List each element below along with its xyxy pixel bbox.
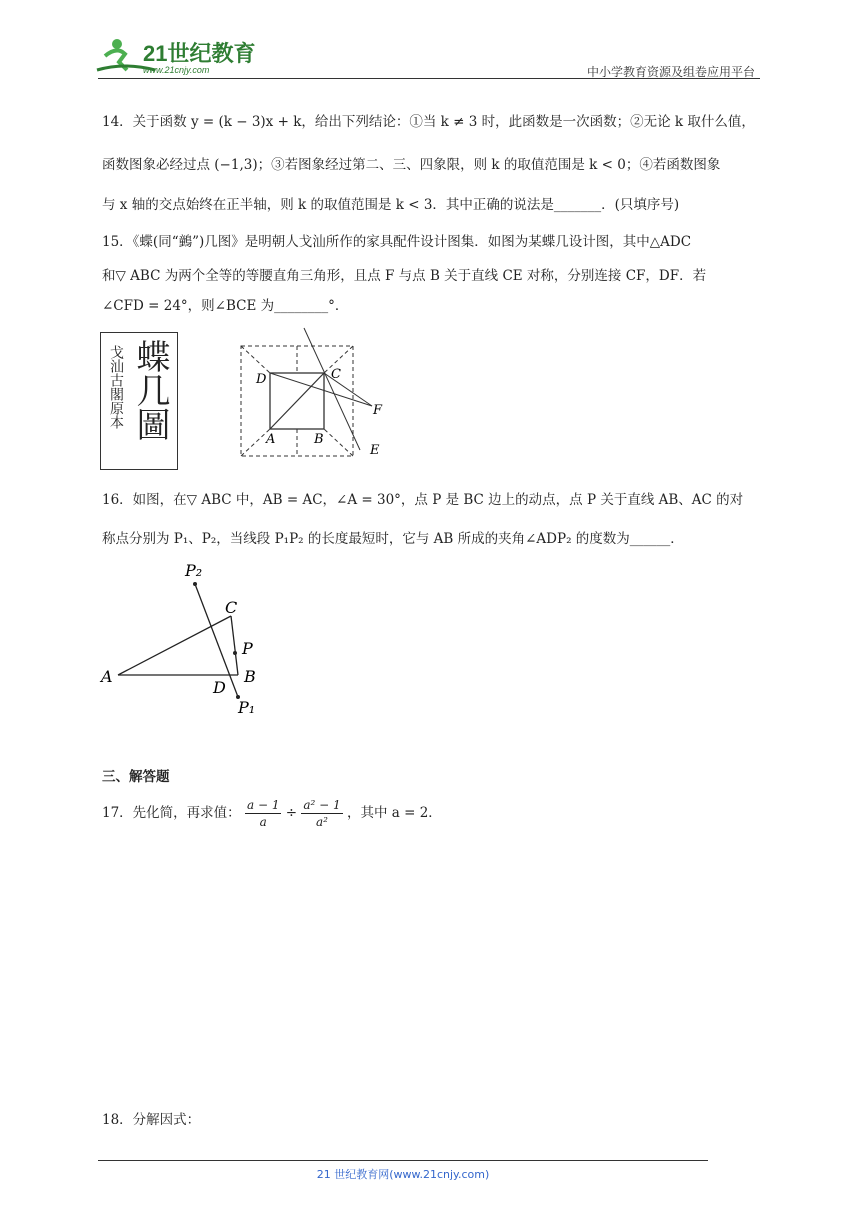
- label-D: D: [213, 678, 226, 697]
- label-D: D: [256, 372, 267, 387]
- header-divider: [98, 78, 760, 79]
- q17-suffix: ，其中 a = 2．: [346, 805, 442, 821]
- fraction-2-num: a² − 1: [303, 798, 341, 812]
- q18: 18．分解因式：: [102, 1112, 201, 1128]
- label-P1: P₁: [238, 698, 256, 717]
- platform-label: 中小学教育资源及组卷应用平台: [586, 65, 755, 79]
- q16-line2: 称点分别为 P₁、P₂，当线段 P₁P₂ 的长度最短时，它与 AB 所成的夹角∠ADP₂ 的度数为______．: [102, 531, 684, 547]
- site-logo: [95, 36, 260, 82]
- q16-figure: [95, 556, 275, 726]
- q15-line1: 15．《蝶(同“䴀”)几图》是明朝人戈汕所作的家具配件设计图集．如图为某蝶几设计图，其中△ADC: [102, 234, 692, 250]
- divide-sign: ÷: [285, 805, 298, 821]
- fraction-1-num: a − 1: [246, 798, 280, 812]
- fraction-1: [245, 797, 281, 830]
- label-B: B: [244, 667, 256, 686]
- q15-line3: ∠CFD = 24°，则∠BCE 为________°．: [102, 298, 349, 314]
- calligraphy-image: [100, 332, 178, 470]
- section-heading: 三、解答题: [102, 769, 170, 785]
- q14-line2: 函数图象必经过点 (−1,3)；③若图象经过第二、三、四象限，则 k 的取值范围是 k < 0；④若函数图象: [102, 157, 721, 173]
- label-P: P: [242, 639, 253, 658]
- q17-prefix: 17．先化简，再求值：: [102, 805, 241, 821]
- q14-line3: 与 x 轴的交点始终在正半轴，则 k 的取值范围是 k < 3．其中正确的说法是_______．(只填序号): [102, 197, 680, 213]
- label-C: C: [331, 367, 341, 382]
- fraction-1-den: a: [259, 815, 267, 829]
- q16-line1: 16．如图，在▽ ABC 中，AB = AC，∠A = 30°，点 P 是 BC 边上的动点，点 P 关于直线 AB、AC 的对: [102, 492, 744, 508]
- q15-figure: [232, 326, 407, 466]
- label-B: B: [314, 432, 324, 447]
- footer-divider: [98, 1160, 708, 1161]
- q14-line1: 14．关于函数 y = (k − 3)x + k，给出下列结论：①当 k ≠ 3 时，此函数是一次函数；②无论 k 取什么值，: [102, 114, 755, 130]
- calligraphy-small: 戈汕古閣原本: [108, 345, 124, 429]
- label-A: A: [101, 667, 113, 686]
- calligraphy-big: 蝶几圖: [130, 339, 170, 441]
- label-C: C: [225, 598, 238, 617]
- logo-url: www.21cnjy.com: [143, 65, 210, 75]
- label-P2: P₂: [185, 561, 203, 580]
- label-F: F: [373, 403, 383, 418]
- fraction-2: [301, 797, 342, 830]
- label-E: E: [370, 443, 380, 458]
- logo-text: 21世纪教育: [143, 41, 256, 66]
- footer-link[interactable]: 21 世纪教育网(www.21cnjy.com): [316, 1168, 490, 1181]
- q15-line2: 和▽ ABC 为两个全等的等腰直角三角形，且点 F 与点 B 关于直线 CE 对称，分别连接 CF，DF．若: [102, 268, 707, 284]
- fraction-2-den: a²: [316, 815, 328, 829]
- label-A: A: [266, 432, 276, 447]
- q17: [102, 795, 442, 831]
